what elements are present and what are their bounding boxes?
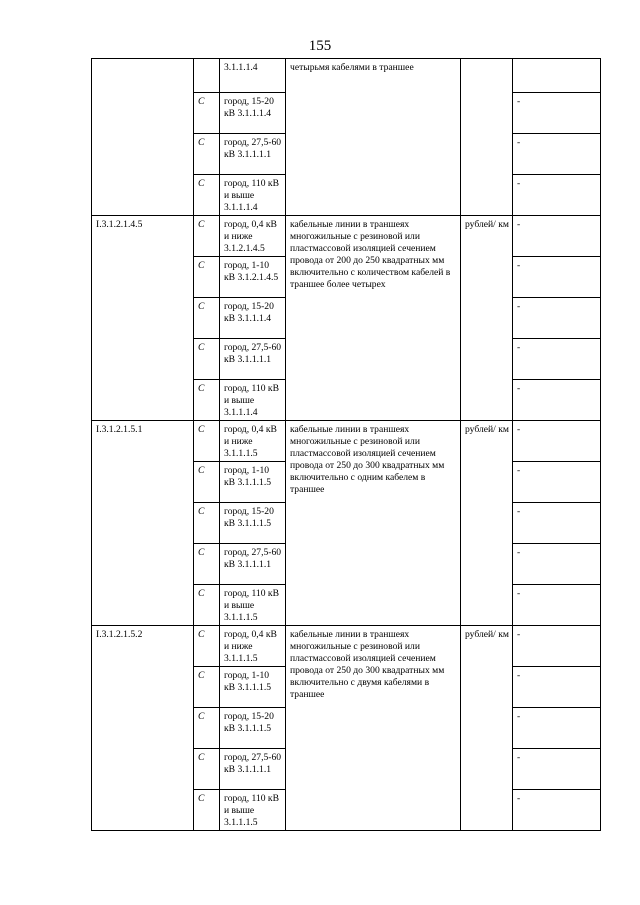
scope-cell: C <box>194 626 220 667</box>
rates-table <box>91 58 601 831</box>
value-cell: - <box>513 708 601 749</box>
value-cell: - <box>513 298 601 339</box>
value-cell: - <box>513 503 601 544</box>
region-cell: город, 15-20 кВ 3.1.1.1.4 <box>220 93 286 134</box>
region-cell: город, 27,5-60 кВ 3.1.1.1.1 <box>220 134 286 175</box>
unit-cell: рублей/ км <box>461 216 513 421</box>
scope-cell: C <box>194 298 220 339</box>
scope-cell: C <box>194 380 220 421</box>
table-row <box>92 626 601 667</box>
scope-cell: C <box>194 134 220 175</box>
value-cell: - <box>513 134 601 175</box>
description-cell: кабельные линии в траншеях многожильные с резиновой или пластмассовой изоляцией сечением провода от 200 до 250 квадратных мм включительно с количеством кабелей в траншее более четырех <box>286 216 461 421</box>
value-cell: - <box>513 585 601 626</box>
description-cell: четырьмя кабелями в траншее <box>286 59 461 216</box>
value-cell: - <box>513 790 601 831</box>
value-cell: - <box>513 667 601 708</box>
scope-cell: C <box>194 749 220 790</box>
region-cell: город, 27,5-60 кВ 3.1.1.1.1 <box>220 339 286 380</box>
region-cell: город, 0,4 кВ и ниже 3.1.1.1.5 <box>220 626 286 667</box>
value-cell: - <box>513 216 601 257</box>
region-cell: город, 1-10 кВ 3.1.2.1.4.5 <box>220 257 286 298</box>
unit-cell: рублей/ км <box>461 626 513 831</box>
value-cell: - <box>513 462 601 503</box>
region-cell: город, 110 кВ и выше 3.1.1.1.4 <box>220 380 286 421</box>
region-cell: город, 110 кВ и выше 3.1.1.1.5 <box>220 585 286 626</box>
scope-cell: C <box>194 462 220 503</box>
region-cell: город, 27,5-60 кВ 3.1.1.1.1 <box>220 749 286 790</box>
table-row <box>92 421 601 462</box>
code-cell: I.3.1.2.1.4.5 <box>92 216 194 421</box>
region-cell: город, 110 кВ и выше 3.1.1.1.4 <box>220 175 286 216</box>
value-cell: - <box>513 626 601 667</box>
scope-cell: C <box>194 790 220 831</box>
region-cell: город, 1-10 кВ 3.1.1.1.5 <box>220 462 286 503</box>
region-cell: город, 15-20 кВ 3.1.1.1.5 <box>220 708 286 749</box>
scope-cell: C <box>194 216 220 257</box>
value-cell: - <box>513 257 601 298</box>
scope-cell: C <box>194 421 220 462</box>
region-cell: город, 110 кВ и выше 3.1.1.1.5 <box>220 790 286 831</box>
region-cell: город, 27,5-60 кВ 3.1.1.1.1 <box>220 544 286 585</box>
region-cell: 3.1.1.1.4 <box>220 59 286 93</box>
description-cell: кабельные линии в траншеях многожильные с резиновой или пластмассовой изоляцией сечением провода от 250 до 300 квадратных мм включительно с двумя кабелями в траншее <box>286 626 461 831</box>
page-number: 155 <box>308 38 332 54</box>
value-cell: - <box>513 339 601 380</box>
value-cell: - <box>513 544 601 585</box>
scope-cell: C <box>194 257 220 298</box>
scope-cell <box>194 59 220 93</box>
scope-cell: C <box>194 339 220 380</box>
value-cell: - <box>513 749 601 790</box>
description-cell: кабельные линии в траншеях многожильные с резиновой или пластмассовой изоляцией сечением провода от 250 до 300 квадратных мм включительно с одним кабелем в траншее <box>286 421 461 626</box>
scope-cell: C <box>194 175 220 216</box>
scope-cell: C <box>194 503 220 544</box>
table-row <box>92 59 601 93</box>
unit-cell: рублей/ км <box>461 421 513 626</box>
code-cell: I.3.1.2.1.5.2 <box>92 626 194 831</box>
scope-cell: C <box>194 544 220 585</box>
value-cell: - <box>513 93 601 134</box>
value-cell: - <box>513 421 601 462</box>
region-cell: город, 0,4 кВ и ниже 3.1.2.1.4.5 <box>220 216 286 257</box>
code-cell: I.3.1.2.1.5.1 <box>92 421 194 626</box>
value-cell <box>513 59 601 93</box>
region-cell: город, 1-10 кВ 3.1.1.1.5 <box>220 667 286 708</box>
region-cell: город, 0,4 кВ и ниже 3.1.1.1.5 <box>220 421 286 462</box>
value-cell: - <box>513 380 601 421</box>
code-cell <box>92 59 194 216</box>
region-cell: город, 15-20 кВ 3.1.1.1.4 <box>220 298 286 339</box>
scope-cell: C <box>194 93 220 134</box>
scope-cell: C <box>194 667 220 708</box>
scope-cell: C <box>194 585 220 626</box>
table-row <box>92 216 601 257</box>
unit-cell <box>461 59 513 216</box>
value-cell: - <box>513 175 601 216</box>
region-cell: город, 15-20 кВ 3.1.1.1.5 <box>220 503 286 544</box>
scope-cell: C <box>194 708 220 749</box>
